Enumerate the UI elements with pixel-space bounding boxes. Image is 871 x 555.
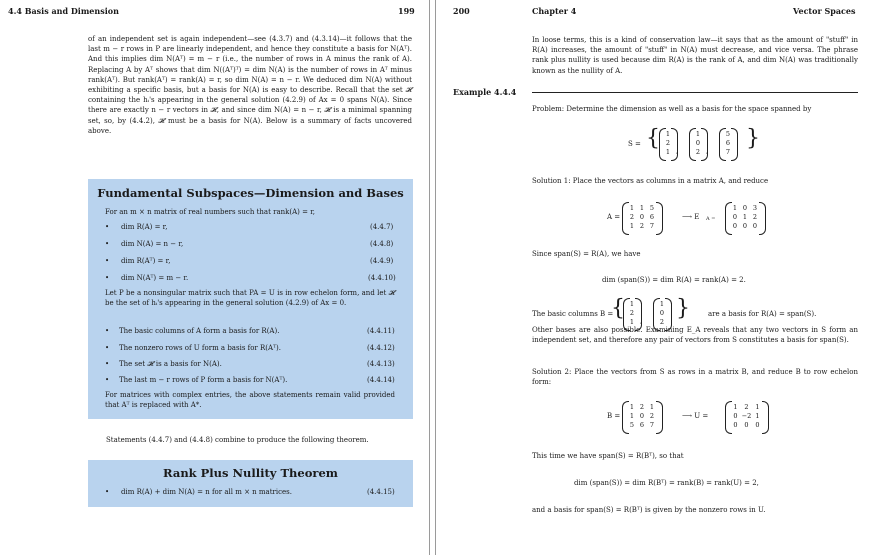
right-chapter-title: Chapter 4: [532, 6, 577, 16]
matrix-b-entry: 1: [649, 403, 655, 411]
matrix-b-entry: 2: [649, 412, 655, 420]
matrix-ea-entry: 2: [752, 213, 758, 221]
problem-statement: Problem: Determine the dimension as well as a basis for the space spanned by: [532, 105, 812, 113]
left-page: [0, 0, 426, 555]
matrix-b-label: B =: [607, 412, 621, 420]
box-title-rank-nullity: Rank Plus Nullity Theorem: [163, 466, 338, 480]
basis-for-range-text: are a basis for R(A) = span(S).: [708, 310, 817, 318]
matrix-u-entry: 2: [744, 403, 749, 411]
matrix-b-entry: 5: [629, 421, 635, 429]
bullet-icon: •: [105, 223, 110, 231]
eq-number: (4.4.13): [367, 360, 395, 368]
basis-brace-open: {: [611, 296, 625, 321]
fact-dim-range: dim R(A) = r,: [121, 223, 168, 231]
example-label: Example 4.4.4: [453, 87, 517, 97]
right-page-number: 200: [453, 6, 470, 16]
matrix-a-entry: 1: [629, 204, 635, 212]
reduce-arrow-2: ⟶ U =: [682, 412, 709, 420]
this-time-text: This time we have span(S) = R(Bᵀ), so that: [532, 452, 684, 460]
bullet-icon: •: [105, 488, 110, 496]
set-s-vector-comma: ,: [706, 147, 709, 155]
matrix-a-entry: 1: [639, 204, 645, 212]
fundamental-subspaces-box: [88, 179, 413, 419]
eq-number: (4.4.10): [368, 274, 396, 282]
eq-number: (4.4.14): [367, 376, 395, 384]
set-brace-open: {: [646, 126, 660, 151]
matrix-a-label: A =: [607, 213, 621, 221]
bullet-icon: •: [105, 240, 110, 248]
basis-b-vector-2-right-paren: [665, 298, 672, 331]
matrix-a-entry: 1: [629, 222, 635, 230]
right-page: [440, 0, 871, 555]
basis-b-vector-2-entry: 0: [659, 309, 665, 317]
example-rule: [532, 92, 858, 93]
basis-fact-3: The set 𝓗 is a basis for N(A).: [119, 360, 222, 368]
set-s-vector-2-entry: 2: [695, 148, 701, 156]
matrix-u-entry: −2: [741, 412, 752, 420]
set-s-vector-3-entry: 5: [725, 130, 731, 138]
fact-dim-row-space: dim R(Aᵀ) = r,: [121, 257, 171, 265]
solution-1-intro: Solution 1: Place the vectors as columns in a matrix A, and reduce: [532, 177, 769, 185]
matrix-ea-entry: 0: [752, 222, 758, 230]
ea-subscript: A =: [706, 216, 716, 222]
dimension-equation-1: dim (span(S)) = dim R(A) = rank(A) = 2.: [602, 276, 746, 284]
solution-2-paragraph: [532, 367, 858, 387]
matrix-b-entry: 1: [629, 412, 635, 420]
basis-fact-4: The last m − r rows of P form a basis for N(Aᵀ).: [119, 376, 288, 384]
set-s-vector-2-entry: 1: [695, 130, 701, 138]
matrix-ea-entry: 3: [752, 204, 758, 212]
between-boxes-text: Statements (4.4.7) and (4.4.8) combine to produce the following theorem.: [106, 436, 369, 444]
matrix-u-entry: 1: [755, 403, 760, 411]
set-s-vector-3-entry: 6: [725, 139, 731, 147]
left-intro-text: of an independent set is again independent—see (4.3.7) and (4.3.14)—it follows that the last m − r rows in P are linearly independent, and hence they constitute a basis for N(Aᵀ). And this implies dim N(Aᵀ) = m − r (i.e., the number of rows in A minus the rank of A). Replacing A by Aᵀ shows that dim N((Aᵀ)ᵀ) = dim N(A) is the number of rows in Aᵀ minus rank(Aᵀ). But rank(Aᵀ) = rank(A) = r, so dim N(A) = n − r. We deduced dim N(A) without exhibiting a specific basis, but a basis for N(A) is easy to describe. Recall that the set 𝓗 containing the hᵢ's appearing in the general solution (4.2.9) of Ax = 0 spans N(A). Since there are exactly n − r vectors in 𝓗, and since dim N(A) = n − r, 𝓗 is a minimal spanning set, so, by (4.4.2), 𝓗 must be a basis for N(A). Below is a summary of facts uncovered above.: [88, 35, 412, 135]
matrix-ea-entry: 0: [742, 222, 748, 230]
matrix-a-entry: 5: [649, 204, 655, 212]
matrix-u-entry: 0: [733, 412, 738, 420]
since-span-text: Since span(S) = R(A), we have: [532, 250, 641, 258]
basis-b-vector-2-entry: 2: [659, 318, 665, 326]
basis-b-vector-1-right-paren: [635, 298, 642, 331]
box-mid-text: Let P be a nonsingular matrix such that PA = U is in row echelon form, and let 𝓗 be the set of hᵢ's appearing in the general solution (4.2.9) of Ax = 0.: [105, 289, 395, 308]
bullet-icon: •: [105, 257, 110, 265]
basis-b-vector-2-entry: 1: [659, 300, 665, 308]
left-running-head: 4.4 Basis and Dimension: [8, 6, 119, 16]
dimension-equation-2: dim (span(S)) = dim R(Bᵀ) = rank(B) = rank(U) = 2,: [574, 479, 759, 487]
matrix-ea-entry: 1: [732, 204, 738, 212]
matrix-u-entry: 0: [733, 421, 738, 429]
bullet-icon: •: [105, 327, 110, 335]
set-s-vector-1-entry: 1: [665, 130, 671, 138]
other-bases-paragraph: [532, 325, 858, 345]
matrix-b-entry: 6: [639, 421, 645, 429]
matrix-a-entry: 0: [639, 213, 645, 221]
basis-b-vector-comma: ,: [640, 317, 643, 325]
rank-nullity-box: [88, 460, 413, 507]
matrix-u-entry: 0: [755, 421, 760, 429]
rank-nullity-statement: dim R(A) + dim N(A) = n for all m × n matrices.: [121, 488, 292, 496]
final-statement: and a basis for span(S) = R(Bᵀ) is given by the nonzero rows in U.: [532, 506, 766, 514]
eq-number: (4.4.12): [367, 344, 395, 352]
matrix-ea-entry: 0: [742, 204, 748, 212]
reduce-arrow-1: ⟶ E: [682, 213, 700, 221]
fact-dim-null: dim N(A) = n − r,: [121, 240, 184, 248]
basis-fact-2: The nonzero rows of U form a basis for R(Aᵀ).: [119, 344, 281, 352]
matrix-a-entry: 6: [649, 213, 655, 221]
set-s-label: S =: [628, 140, 641, 148]
matrix-b-entry: 1: [629, 403, 635, 411]
eq-number: (4.4.15): [367, 488, 395, 496]
set-brace-close: }: [746, 126, 760, 151]
basic-columns-text: The basic columns B =: [532, 310, 614, 318]
box-title-fundamental: Fundamental Subspaces—Dimension and Bases: [97, 186, 404, 200]
matrix-u-entry: 0: [744, 421, 749, 429]
bullet-icon: •: [105, 376, 110, 384]
left-intro-paragraph: [88, 34, 412, 136]
basis-b-vector-1-entry: 2: [629, 309, 635, 317]
matrix-ea-entry: 1: [742, 213, 748, 221]
fact-dim-left-null: dim N(Aᵀ) = m − r.: [121, 274, 189, 282]
box-mid-paragraph: [105, 288, 395, 308]
matrix-ea-right-paren: [759, 202, 766, 235]
matrix-a-entry: 7: [649, 222, 655, 230]
box-lead: For an m × n matrix of real numbers such that rank(A) = r,: [105, 208, 316, 216]
basis-fact-1: The basic columns of A form a basis for R(A).: [119, 327, 280, 335]
box-tail-paragraph: [105, 390, 395, 410]
set-s-vector-1-entry: 1: [665, 148, 671, 156]
matrix-ea-entry: 0: [732, 213, 738, 221]
matrix-b-entry: 7: [649, 421, 655, 429]
eq-number: (4.4.9): [370, 257, 394, 265]
other-bases-text: Other bases are also possible. Examining E_A reveals that any two vectors in S form an independent set, and therefore any pair of vectors from S constitutes a basis for span(S).: [532, 326, 858, 345]
bullet-icon: •: [105, 344, 110, 352]
matrix-a-entry: 2: [639, 222, 645, 230]
eq-number: (4.4.7): [370, 223, 394, 231]
set-s-vector-3-right-paren: [731, 128, 738, 161]
right-intro-text: In loose terms, this is a kind of conservation law—it says that as the amount of "stuff" in R(A) increases, the amount of "stuff" in N(A) must decrease, and vice versa. The phrase rank plus nullity is used because dim R(A) is the rank of A, and dim N(A) was traditionally known as the nullity of A.: [532, 36, 858, 75]
bullet-icon: •: [105, 360, 110, 368]
basis-brace-close: }: [676, 296, 690, 321]
box-tail-text: For matrices with complex entries, the above statements remain valid provided that Aᵀ is replaced with A*.: [105, 391, 395, 410]
matrix-u-entry: 1: [755, 412, 760, 420]
set-s-vector-3-entry: 7: [725, 148, 731, 156]
eq-number: (4.4.8): [370, 240, 394, 248]
right-running-head: Vector Spaces: [793, 6, 856, 16]
matrix-b-entry: 2: [639, 403, 645, 411]
page-gutter: [426, 0, 440, 555]
left-page-number: 199: [398, 6, 415, 16]
matrix-b-entry: 0: [639, 412, 645, 420]
basis-b-vector-1-entry: 1: [629, 300, 635, 308]
set-s-vector-comma: ,: [676, 147, 679, 155]
matrix-ea-entry: 0: [732, 222, 738, 230]
matrix-a-right-paren: [656, 202, 663, 235]
matrix-b-right-paren: [656, 401, 663, 434]
matrix-u-entry: 1: [733, 403, 738, 411]
set-s-vector-2-entry: 0: [695, 139, 701, 147]
matrix-u-right-paren: [762, 401, 769, 434]
set-s-vector-2-right-paren: [701, 128, 708, 161]
basis-b-vector-1-entry: 1: [629, 318, 635, 326]
matrix-a-entry: 2: [629, 213, 635, 221]
bullet-icon: •: [105, 274, 110, 282]
set-s-vector-1-right-paren: [671, 128, 678, 161]
set-s-vector-1-entry: 2: [665, 139, 671, 147]
solution-2-text: Solution 2: Place the vectors from S as rows in a matrix B, and reduce B to row echelon form:: [532, 368, 858, 387]
eq-number: (4.4.11): [367, 327, 395, 335]
right-intro-paragraph: [532, 35, 858, 76]
